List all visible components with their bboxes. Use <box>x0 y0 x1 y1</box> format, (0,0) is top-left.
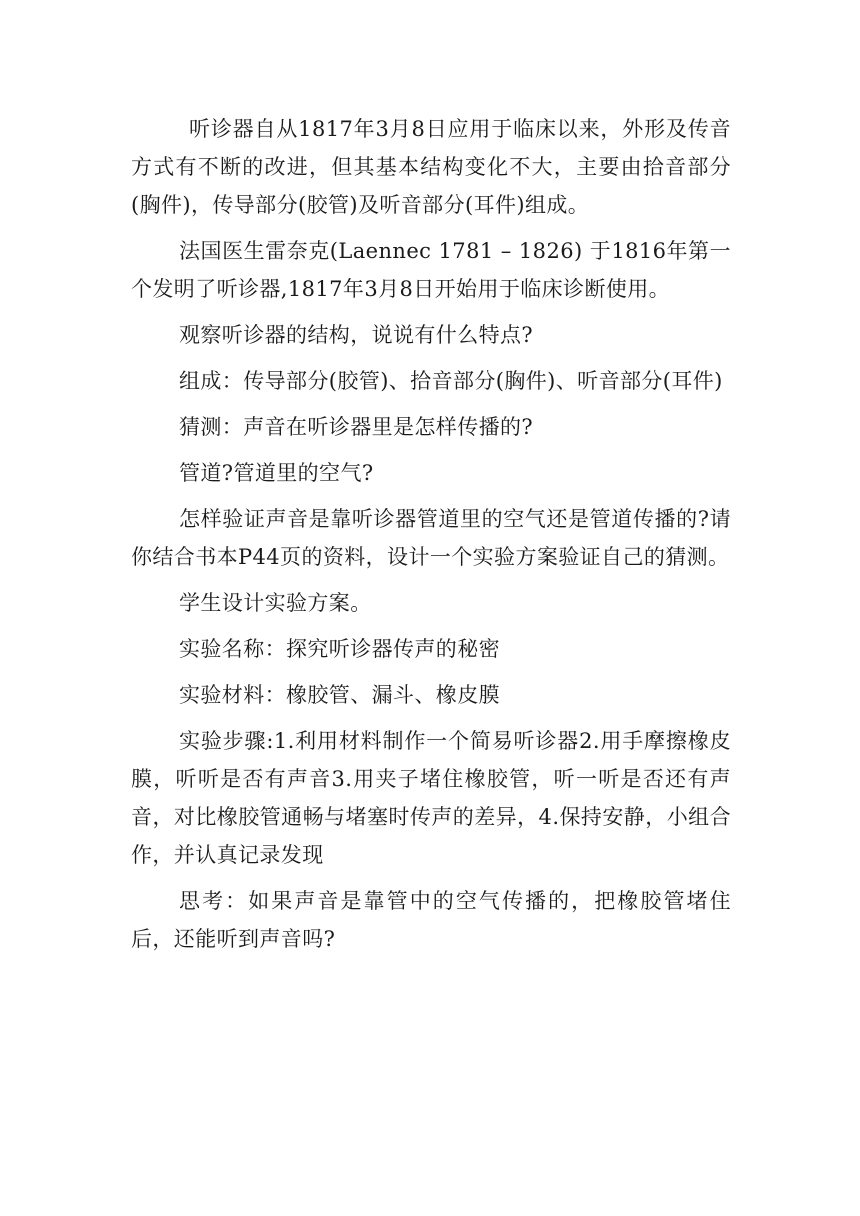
paragraph-verify-question: 怎样验证声音是靠听诊器管道里的空气还是管道传播的?请你结合书本P44页的资料，设计一个实验方案验证自己的猜测。 <box>131 507 731 569</box>
paragraph-guess: 猜测：声音在听诊器里是怎样传播的? <box>179 415 534 439</box>
paragraph-composition: 组成：传导部分(胶管)、拾音部分(胸件)、听音部分(耳件) <box>179 369 723 393</box>
paragraph-student-design: 学生设计实验方案。 <box>179 591 372 615</box>
paragraph-think: 思考：如果声音是靠管中的空气传播的，把橡胶管堵住后，还能听到声音吗? <box>131 889 731 951</box>
paragraph-pipe-air: 管道?管道里的空气? <box>179 461 374 485</box>
paragraph-experiment-materials: 实验材料：橡胶管、漏斗、橡皮膜 <box>179 683 500 707</box>
paragraph-stethoscope-history: 听诊器自从1817年3月8日应用于临床以来，外形及传音方式有不断的改进，但其基本结构变化不大，主要由拾音部分(胸件)，传导部分(胶管)及听音部分(耳件)组成。 <box>131 117 731 217</box>
paragraph-laennec: 法国医生雷奈克(Laennec 1781 – 1826) 于1816年第一个发明了听诊器,1817年3月8日开始用于临床诊断使用。 <box>131 239 731 301</box>
paragraph-observe-question: 观察听诊器的结构，说说有什么特点? <box>179 323 534 347</box>
document-body <box>131 110 731 966</box>
paragraph-experiment-name: 实验名称：探究听诊器传声的秘密 <box>179 637 500 661</box>
paragraph-experiment-steps: 实验步骤:1.利用材料制作一个简易听诊器2.用手摩擦橡皮膜，听听是否有声音3.用夹子堵住橡胶管，听一听是否还有声音，对比橡胶管通畅与堵塞时传声的差异，4.保持安静，小组合作，并认真记录发现 <box>131 729 731 867</box>
